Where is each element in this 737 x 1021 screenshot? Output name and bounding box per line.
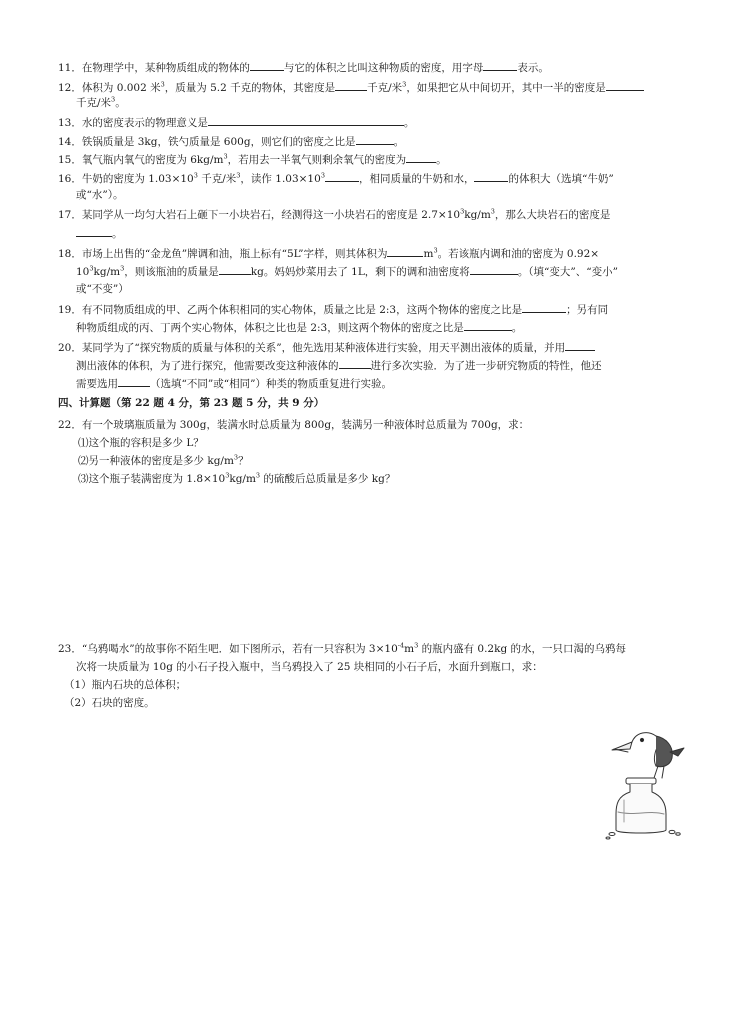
question-20: 20．某同学为了“探究物质的质量与体积的关系”，他先选用某种液体进行实验，用天平测出液体的质量，并用 bbox=[58, 340, 690, 355]
question-18-cont2: 或“不变”） bbox=[76, 283, 129, 295]
question-20-cont2: 需要选用 （选填“不同”或“相同”）种类的物质重复进行实验。 bbox=[76, 378, 392, 390]
answer-blank[interactable] bbox=[474, 171, 508, 182]
answer-blank[interactable] bbox=[522, 302, 566, 313]
question-12-cont: 千克/米$^3$。 bbox=[76, 95, 126, 109]
answer-blank[interactable] bbox=[118, 376, 150, 387]
question-20-cont: 测出液体的体积，为了进行探究，他需要改变这种液体的 进行多次实验．为了进一步研究物质的特性，他还 bbox=[76, 360, 602, 372]
question-23-cont: 次将一块质量为 10g 的小石子投入瓶中，当乌鸦投入了 25 块相同的小石子后，水面升到瓶口，求： bbox=[76, 661, 543, 673]
question-22-part-1: ⑴这个瓶的容积是多少 L？ bbox=[78, 437, 204, 449]
question-18-cont: $10^3kg/m^3$，则该瓶油的质量是 kg。妈妈炒菜用去了 1L，剩下的调和油密度将 。（填“变大”、“变小” bbox=[76, 264, 619, 278]
answer-blank[interactable] bbox=[464, 320, 512, 331]
answer-blank[interactable] bbox=[483, 60, 517, 71]
question-16: 16．牛奶的密度为 $1.03\times 10^3$ 千克/米$^3$，读作 $1.03\times 10^3$ ，相同质量的牛奶和水， 的体积大（选填“牛奶” bbox=[58, 171, 614, 185]
question-11: 11．在物理学中，某种物质组成的物体的 与它的体积之比叫这种物质的密度，用字母 表示。 bbox=[58, 62, 549, 74]
question-12: 12．体积为 0.002 米$^3$，质量为 5.2 千克的物体，其密度是 千克/米$^3$，如果把它从中间切开，其中一半的密度是 bbox=[58, 80, 690, 95]
question-22: 22．有一个玻璃瓶质量为 300g，装满水时总质量为 800g，装满另一种液体时总质量为 700g，求： bbox=[58, 419, 530, 431]
answer-blank[interactable] bbox=[339, 358, 371, 369]
answer-blank[interactable] bbox=[335, 80, 367, 91]
question-18: 18．市场上出售的“金龙鱼”牌调和油，瓶上标有“5L”字样，则其体积为 $m^3$。若该瓶内调和油的密度为 0.92× bbox=[58, 246, 600, 260]
answer-blank[interactable] bbox=[565, 340, 595, 351]
question-19-cont: 种物质组成的丙、丁两个实心物体，体积之比也是 2:3，则这两个物体的密度之比是 。 bbox=[76, 322, 523, 334]
question-14: 14．铁锅质量是 3kg，铁勺质量是 600g，则它们的密度之比是 。 bbox=[58, 136, 405, 148]
question-22-part-3: ⑶这个瓶子装满密度为 $1.8\times 10^3kg/m^3$ 的硫酸后总质量是多少 kg？ bbox=[78, 471, 396, 485]
section-heading: 四、计算题（第 22 题 4 分，第 23 题 5 分，共 9 分） bbox=[58, 397, 325, 409]
question-17: 17．某同学从一均匀大岩石上砸下一小块岩石，经测得这一小块岩石的密度是 $2.7\times 10^3kg/m^3$，那么大块岩石的密度是 bbox=[58, 207, 611, 221]
crow-on-bottle-icon bbox=[604, 722, 688, 840]
question-22-part-2: ⑵另一种液体的密度是多少 $kg/m^3$？ bbox=[78, 453, 249, 467]
answer-blank[interactable] bbox=[606, 80, 644, 91]
answer-blank[interactable] bbox=[387, 246, 423, 257]
question-17-cont: 。 bbox=[76, 226, 708, 241]
question-19: 19．有不同物质组成的甲、乙两个体积相同的实心物体，质量之比是 2:3，这两个物体的密度之比是 ；另有同 bbox=[58, 304, 609, 316]
question-15: 15．氧气瓶内氧气的密度为 $6kg/m^3$，若用去一半氧气则剩余氧气的密度为 。 bbox=[58, 152, 447, 166]
question-16-cont: 或“水”）。 bbox=[76, 189, 124, 201]
question-13: 13．水的密度表示的物理意义是 。 bbox=[58, 117, 415, 129]
answer-blank[interactable] bbox=[325, 171, 359, 182]
question-23: 23．“乌鸦喝水”的故事你不陌生吧．如下图所示，若有一只容积为 $3\times 10^{-4}m^3$ 的瓶内盛有 0.2kg 的水，一只口渴的乌鸦每 bbox=[58, 641, 627, 655]
answer-blank[interactable] bbox=[76, 226, 112, 237]
answer-blank[interactable] bbox=[406, 152, 436, 163]
answer-blank[interactable] bbox=[250, 60, 284, 71]
answer-blank[interactable] bbox=[470, 264, 518, 275]
answer-blank[interactable] bbox=[208, 115, 404, 126]
question-23-part-1: （1）瓶内石块的总体积； bbox=[64, 679, 187, 691]
question-23-part-2: （2）石块的密度。 bbox=[64, 697, 155, 709]
answer-blank[interactable] bbox=[219, 264, 251, 275]
answer-blank[interactable] bbox=[356, 134, 394, 145]
